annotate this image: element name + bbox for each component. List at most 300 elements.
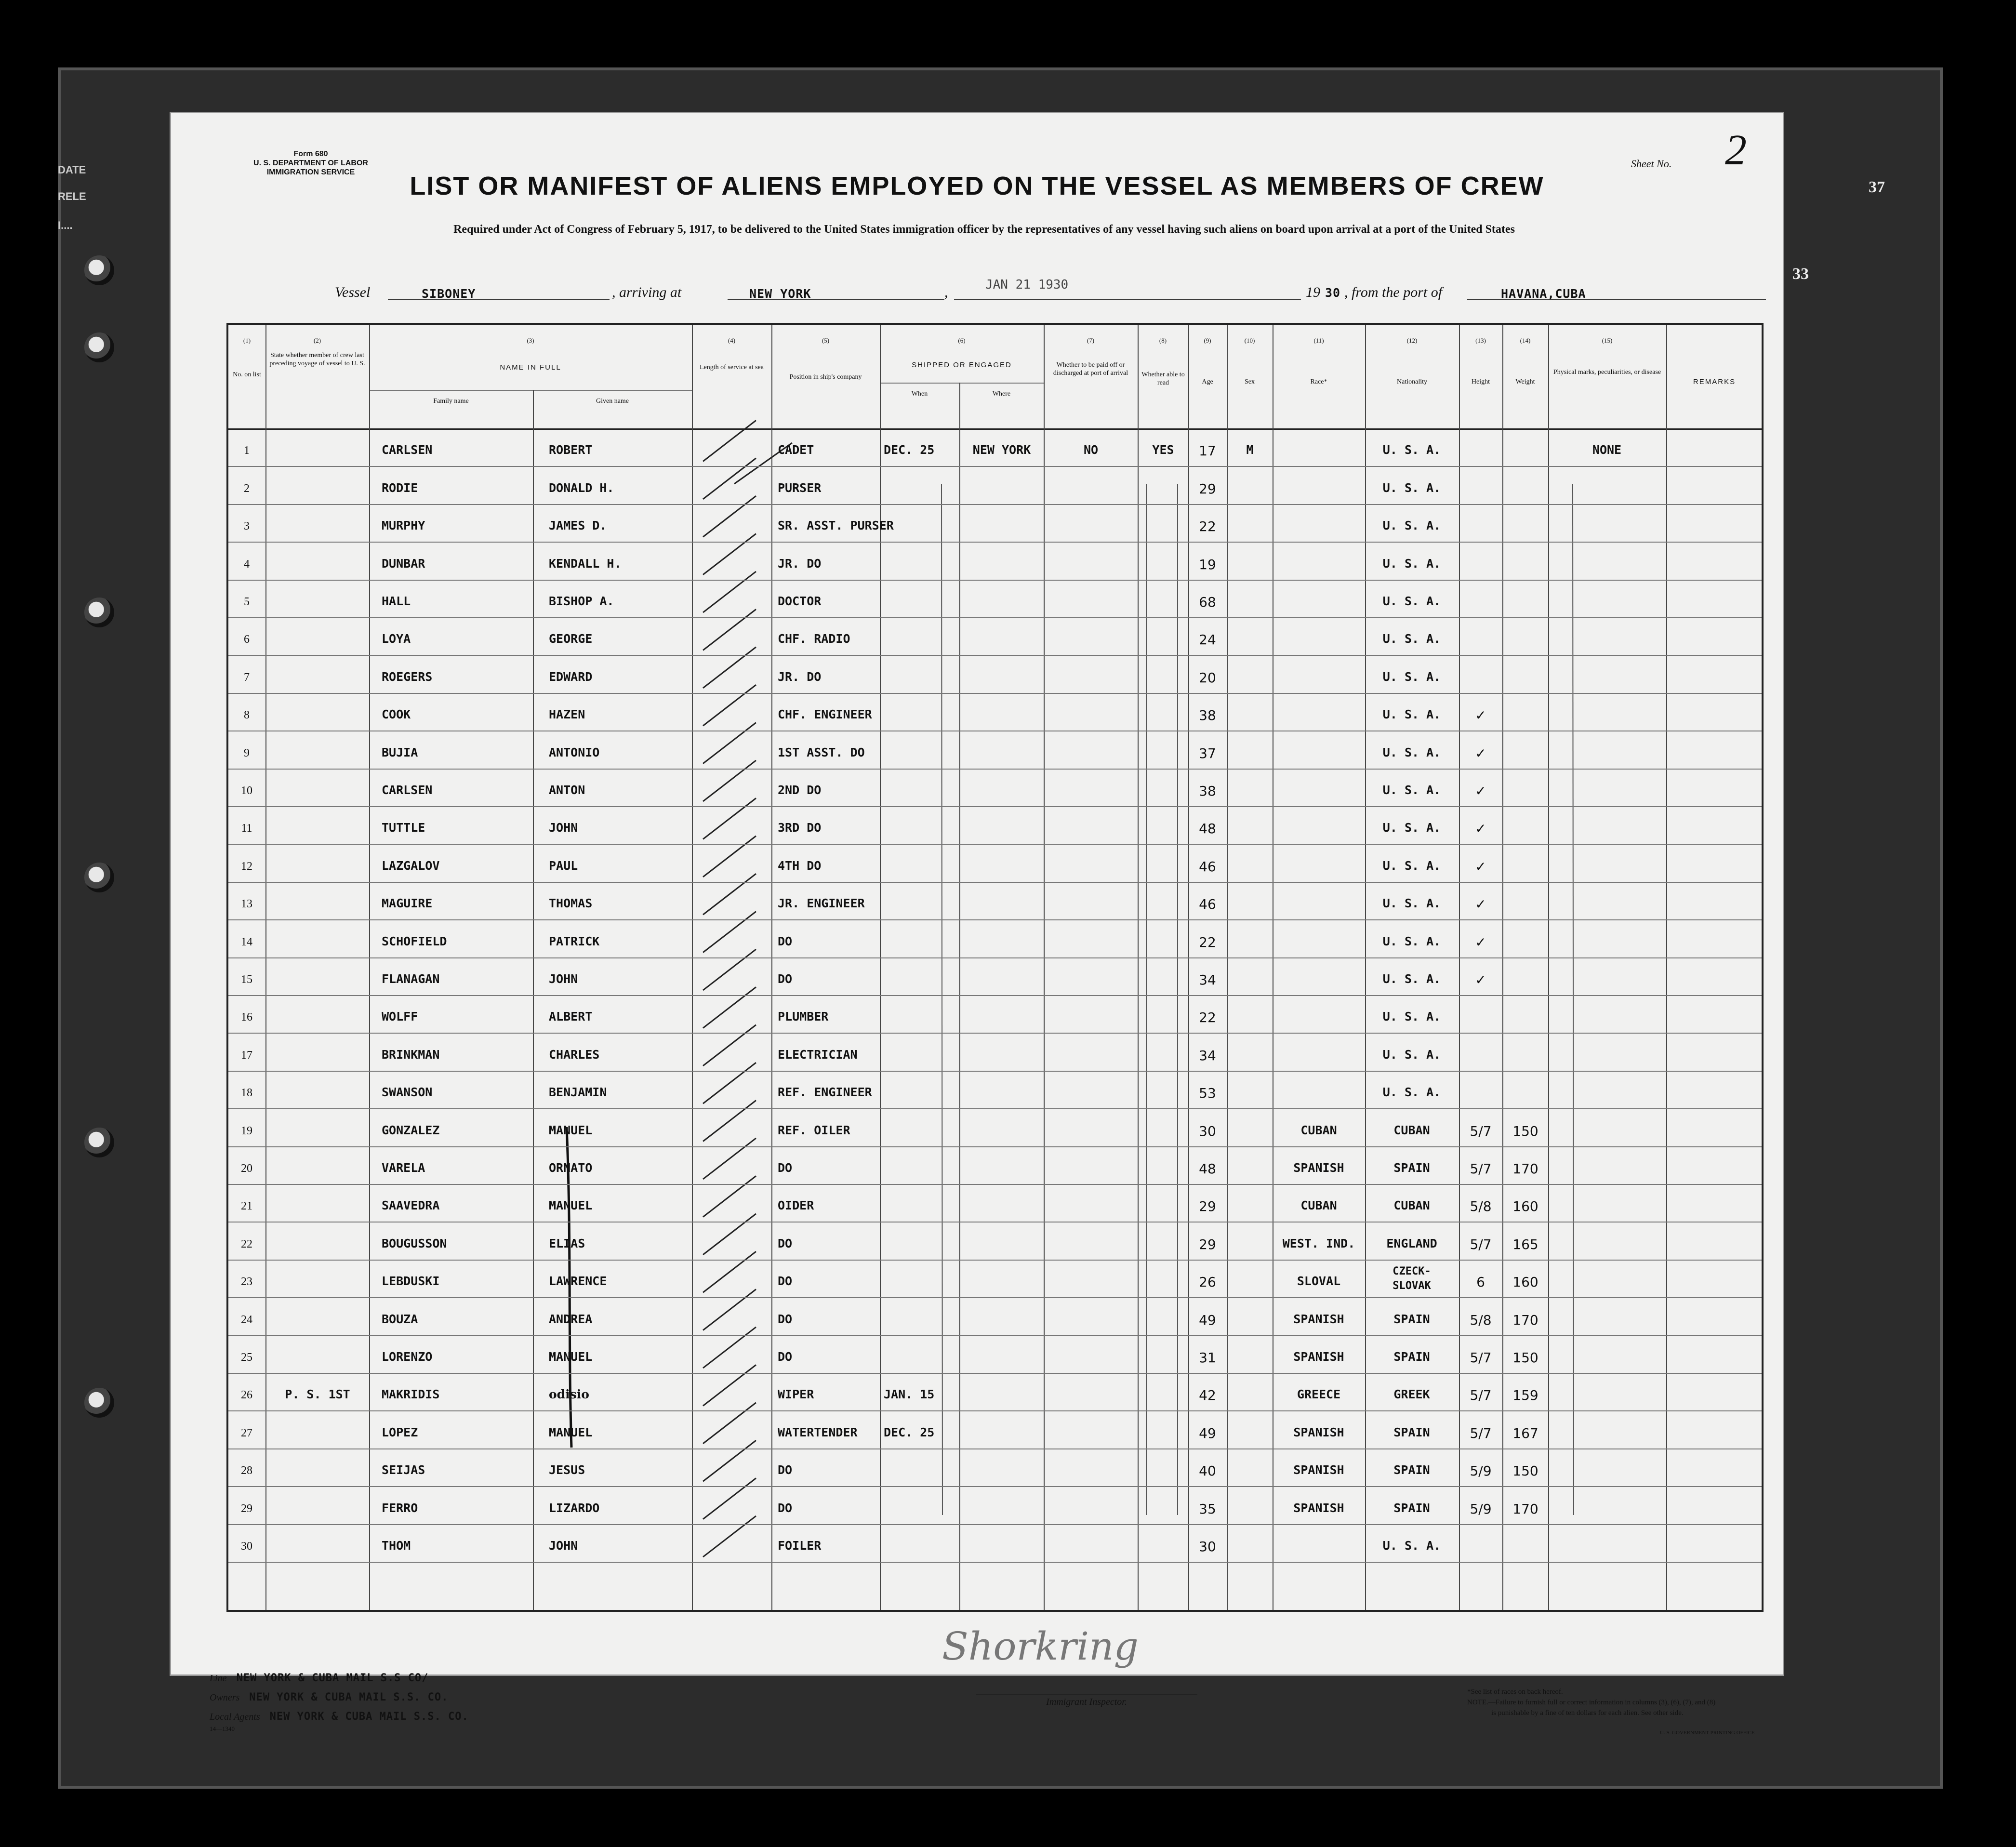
row-number: 13 bbox=[241, 898, 252, 911]
col-num: (11) bbox=[1313, 337, 1324, 344]
cell-age: 68 bbox=[1199, 594, 1216, 610]
cell-nationality: CUBAN bbox=[1393, 1198, 1430, 1213]
cell-race: SPANISH bbox=[1293, 1463, 1344, 1477]
service-check-stroke bbox=[703, 1403, 756, 1444]
row-rule bbox=[228, 617, 1762, 618]
row-rule bbox=[228, 806, 1762, 807]
cell-nationality: U. S. A. bbox=[1382, 783, 1441, 797]
cell-height: ✓ bbox=[1475, 972, 1486, 988]
cell-nationality: SPAIN bbox=[1393, 1501, 1430, 1515]
cell-position: REF. OILER bbox=[778, 1123, 850, 1137]
cell-given: THOMAS bbox=[549, 896, 593, 911]
cell-nationality: U. S. A. bbox=[1382, 669, 1441, 684]
cell-position: REF. ENGINEER bbox=[778, 1085, 872, 1100]
cell-family: DUNBAR bbox=[382, 556, 425, 571]
row-number: 1 bbox=[244, 444, 250, 457]
cell-given: JOHN bbox=[549, 821, 578, 835]
row-number: 25 bbox=[241, 1351, 252, 1364]
cell-race: CUBAN bbox=[1300, 1123, 1337, 1137]
row-rule bbox=[228, 995, 1762, 996]
cell-position: DO bbox=[778, 1161, 793, 1175]
header-where: Where bbox=[992, 390, 1011, 398]
cell-family: LOPEZ bbox=[382, 1425, 418, 1439]
cell-given: LIZARDO bbox=[549, 1501, 600, 1515]
cell-position: JR. DO bbox=[778, 669, 822, 684]
note-penalty: NOTE.—Failure to furnish full or correct information in columns (3), (6), (7), and (8) bbox=[1467, 1699, 1716, 1706]
cell-race: SPANISH bbox=[1293, 1425, 1344, 1439]
cell-family: SCHOFIELD bbox=[382, 934, 447, 948]
cell-given: PATRICK bbox=[549, 934, 600, 948]
service-check-stroke bbox=[703, 647, 756, 688]
cell-weight: 165 bbox=[1512, 1236, 1539, 1252]
binder-hole bbox=[84, 598, 114, 627]
cell-family: LEBDUSKI bbox=[382, 1274, 440, 1289]
service-check-stroke bbox=[703, 836, 756, 877]
service-check-stroke bbox=[703, 798, 756, 839]
cell-family: LORENZO bbox=[382, 1350, 433, 1364]
cell-family: CARLSEN bbox=[382, 783, 433, 797]
cell-weight: 167 bbox=[1512, 1425, 1539, 1441]
cell-position: DO bbox=[778, 1463, 793, 1477]
row-number: 8 bbox=[244, 709, 250, 722]
cell-nationality: SPAIN bbox=[1393, 1425, 1430, 1439]
cell-race: SPANISH bbox=[1293, 1501, 1344, 1515]
cell-age: 35 bbox=[1199, 1501, 1216, 1517]
cell-height: 5/9 bbox=[1470, 1463, 1492, 1479]
row-rule bbox=[228, 1373, 1762, 1374]
cell-position: 1ST ASST. DO bbox=[778, 745, 865, 759]
cell-when: DEC. 25 bbox=[884, 1425, 935, 1439]
cell-given: PAUL bbox=[549, 858, 578, 873]
cell-family: RODIE bbox=[382, 480, 418, 495]
service-check-stroke bbox=[703, 874, 756, 915]
row-rule bbox=[228, 1146, 1762, 1147]
cell-age: 17 bbox=[1199, 443, 1216, 459]
service-check-stroke bbox=[703, 420, 756, 461]
binder-hole bbox=[84, 332, 114, 362]
cell-weight: 160 bbox=[1512, 1274, 1539, 1290]
cell-sex: M bbox=[1246, 443, 1254, 457]
cell-age: 22 bbox=[1199, 934, 1216, 950]
header-remarks: REMARKS bbox=[1693, 378, 1736, 386]
header-given-name: Given name bbox=[596, 398, 629, 405]
row-number: 3 bbox=[244, 520, 250, 533]
header-name-in-full: NAME IN FULL bbox=[500, 363, 561, 372]
cell-nationality: U. S. A. bbox=[1382, 1010, 1441, 1024]
header-no-on-list: No. on list bbox=[233, 371, 261, 378]
edge-number-top: 37 bbox=[1869, 178, 1885, 196]
cell-family: SEIJAS bbox=[382, 1463, 425, 1477]
cell-position: DO bbox=[778, 972, 793, 986]
cell-given: ANTON bbox=[549, 783, 585, 797]
cell-height: 5/8 bbox=[1470, 1198, 1492, 1215]
year-suffix: 30 bbox=[1325, 286, 1341, 300]
cell-given: ROBERT bbox=[549, 443, 593, 457]
cell-height: 5/9 bbox=[1470, 1501, 1492, 1517]
cell-race: GREECE bbox=[1297, 1387, 1341, 1402]
cell-height: 5/7 bbox=[1470, 1425, 1492, 1441]
date-stamp: JAN 21 1930 bbox=[985, 278, 1069, 292]
footer-notes bbox=[1467, 1687, 1715, 1718]
footer-line bbox=[210, 1672, 428, 1684]
cell-position: WIPER bbox=[778, 1387, 814, 1402]
cell-position: DO bbox=[778, 1312, 793, 1326]
cell-given: CHARLES bbox=[549, 1047, 600, 1062]
cell-nationality: U. S. A. bbox=[1382, 556, 1441, 571]
cell-family: BOUZA bbox=[382, 1312, 418, 1326]
cell-age: 49 bbox=[1199, 1425, 1216, 1441]
page-title: LIST OR MANIFEST OF ALIENS EMPLOYED ON THE VESSEL AS MEMBERS OF CREW bbox=[410, 172, 1544, 200]
comma: , bbox=[944, 284, 948, 300]
cell-age: 29 bbox=[1199, 480, 1216, 497]
cell-nationality: U. S. A. bbox=[1382, 934, 1441, 948]
col-num: (9) bbox=[1204, 337, 1211, 344]
row-number: 17 bbox=[241, 1049, 252, 1062]
cell-family: GONZALEZ bbox=[382, 1123, 440, 1137]
cell-family: MAGUIRE bbox=[382, 896, 433, 911]
cell-weight: 159 bbox=[1512, 1387, 1539, 1404]
row-number: 15 bbox=[241, 973, 252, 986]
cell-weight: 150 bbox=[1512, 1350, 1539, 1366]
col-num: (7) bbox=[1087, 337, 1095, 344]
cell-position: 3RD DO bbox=[778, 821, 822, 835]
cell-position: ELECTRICIAN bbox=[778, 1047, 858, 1062]
note-fine: is punishable by a fine of ten dollars for each alien. See other side. bbox=[1491, 1709, 1684, 1717]
cell-age: 42 bbox=[1199, 1387, 1216, 1404]
cell-height: 5/7 bbox=[1470, 1236, 1492, 1252]
cell-weight: 150 bbox=[1512, 1463, 1539, 1479]
cell-family: BUJIA bbox=[382, 745, 418, 759]
cell-position: DO bbox=[778, 1350, 793, 1364]
row-rule bbox=[228, 1486, 1762, 1487]
row-rule bbox=[228, 769, 1762, 770]
header-length-service: Length of service at sea bbox=[700, 364, 764, 371]
header-physical: Physical marks, peculiarities, or disease bbox=[1553, 369, 1661, 376]
row-rule bbox=[228, 655, 1762, 656]
ditto-stroke bbox=[940, 484, 942, 1515]
row-number: 6 bbox=[244, 633, 250, 646]
cell-weight: 170 bbox=[1512, 1312, 1539, 1328]
cell-given: MANUEL bbox=[549, 1123, 593, 1137]
cell-age: 29 bbox=[1199, 1236, 1216, 1252]
cell-position: FOILER bbox=[778, 1539, 822, 1553]
cell-family: CARLSEN bbox=[382, 443, 433, 457]
arriving-label: , arriving at bbox=[612, 284, 682, 300]
cell-given: ALBERT bbox=[549, 1010, 593, 1024]
service-check-stroke bbox=[703, 949, 756, 990]
cell-physical: NONE bbox=[1592, 443, 1622, 457]
service-check-stroke bbox=[703, 534, 756, 575]
cell-family: ROEGERS bbox=[382, 669, 433, 684]
cell-family: FERRO bbox=[382, 1501, 418, 1515]
header-family-name: Family name bbox=[433, 398, 469, 405]
row-rule bbox=[228, 542, 1762, 543]
row-number: 16 bbox=[241, 1011, 252, 1024]
year-prefix: 19 bbox=[1306, 284, 1320, 300]
service-check-stroke bbox=[703, 1025, 756, 1066]
cell-position: CHF. RADIO bbox=[778, 632, 850, 646]
col-num: (2) bbox=[313, 337, 321, 344]
cell-height: 5/7 bbox=[1470, 1123, 1492, 1139]
header-able-read: Whether able to read bbox=[1141, 371, 1185, 386]
service-check-stroke bbox=[703, 1327, 756, 1368]
cell-given: EDWARD bbox=[549, 669, 593, 684]
cell-state: P. S. 1ST bbox=[285, 1387, 350, 1402]
cell-position: DO bbox=[778, 1274, 793, 1289]
col-num: (15) bbox=[1602, 337, 1613, 344]
handwriting-strokes bbox=[228, 325, 1762, 1610]
cell-height: ✓ bbox=[1475, 896, 1486, 913]
cell-when: DEC. 25 bbox=[884, 443, 935, 457]
cell-height: ✓ bbox=[1475, 783, 1486, 799]
cell-given: JOHN bbox=[549, 1539, 578, 1553]
row-rule bbox=[228, 882, 1762, 883]
cell-age: 38 bbox=[1199, 707, 1216, 724]
vessel-underline bbox=[388, 284, 610, 300]
row-number: 22 bbox=[241, 1237, 252, 1250]
row-rule bbox=[228, 1108, 1762, 1109]
cell-age: 30 bbox=[1199, 1123, 1216, 1139]
cell-age: 46 bbox=[1199, 858, 1216, 875]
cell-height: 6 bbox=[1476, 1274, 1485, 1290]
cell-age: 20 bbox=[1199, 669, 1216, 686]
cell-position: OIDER bbox=[778, 1198, 814, 1213]
cell-given: LAWRENCE bbox=[549, 1274, 607, 1289]
cell-family: HALL bbox=[382, 594, 411, 608]
cell-nationality: SPAIN bbox=[1393, 1463, 1430, 1477]
cell-age: 37 bbox=[1199, 745, 1216, 761]
row-number: 29 bbox=[241, 1502, 252, 1515]
cell-height: 5/7 bbox=[1470, 1350, 1492, 1366]
row-number: 24 bbox=[241, 1313, 252, 1326]
service-check-stroke bbox=[703, 1289, 756, 1330]
row-number: 18 bbox=[241, 1087, 252, 1100]
cell-age: 34 bbox=[1199, 1047, 1216, 1063]
cell-family: SAAVEDRA bbox=[382, 1198, 440, 1213]
cell-age: 48 bbox=[1199, 1161, 1216, 1177]
cell-race: SPANISH bbox=[1293, 1161, 1344, 1175]
cell-given: MANUEL bbox=[549, 1350, 593, 1364]
row-rule bbox=[228, 504, 1762, 505]
row-number: 26 bbox=[241, 1389, 252, 1402]
cell-nationality: CZECK- SLOVAK bbox=[1393, 1265, 1431, 1292]
cell-race: CUBAN bbox=[1300, 1198, 1337, 1213]
header-nationality: Nationality bbox=[1397, 378, 1427, 385]
cell-family: FLANAGAN bbox=[382, 972, 440, 986]
ditto-stroke bbox=[1176, 484, 1178, 1515]
cell-nationality: U. S. A. bbox=[1382, 745, 1441, 759]
cell-given: MANUEL bbox=[549, 1198, 593, 1213]
service-check-stroke bbox=[703, 685, 756, 726]
row-rule bbox=[228, 1033, 1762, 1034]
service-check-stroke bbox=[703, 912, 756, 953]
cell-given: HAZEN bbox=[549, 707, 585, 722]
row-number: 21 bbox=[241, 1200, 252, 1213]
row-number: 30 bbox=[241, 1540, 252, 1553]
cell-position: JR. ENGINEER bbox=[778, 896, 865, 911]
from-label: , from the port of bbox=[1344, 284, 1443, 300]
col-num: (12) bbox=[1406, 337, 1418, 344]
cell-given: ANDREA bbox=[549, 1312, 593, 1326]
printer-imprint: U. S. GOVERNMENT PRINTING OFFICE bbox=[1660, 1730, 1755, 1736]
arrival-port: NEW YORK bbox=[749, 287, 811, 301]
service-check-stroke bbox=[703, 571, 756, 612]
cell-given: ANTONIO bbox=[549, 745, 600, 759]
row-number: 4 bbox=[244, 558, 250, 571]
row-rule bbox=[228, 693, 1762, 694]
vessel-line bbox=[171, 278, 1783, 304]
inspector-label: Immigrant Inspector. bbox=[976, 1694, 1197, 1708]
cell-height: 5/8 bbox=[1470, 1312, 1492, 1328]
service-check-stroke bbox=[703, 1440, 756, 1481]
row-number: 2 bbox=[244, 482, 250, 495]
cell-height: ✓ bbox=[1475, 858, 1486, 875]
cell-nationality: U. S. A. bbox=[1382, 858, 1441, 873]
form-identifier: Form 680 U. S. DEPARTMENT OF LABOR IMMIGRATION SERVICE bbox=[253, 150, 368, 176]
cell-family: BOUGUSSON bbox=[382, 1236, 447, 1250]
cell-age: 19 bbox=[1199, 556, 1216, 572]
cell-age: 38 bbox=[1199, 783, 1216, 799]
cell-nationality: U. S. A. bbox=[1382, 594, 1441, 608]
col-num: (5) bbox=[822, 337, 830, 344]
cell-nationality: U. S. A. bbox=[1382, 896, 1441, 911]
col-num: (6) bbox=[958, 337, 966, 344]
cell-nationality: U. S. A. bbox=[1382, 480, 1441, 495]
cell-paid: NO bbox=[1083, 443, 1099, 457]
cell-family: LAZGALOV bbox=[382, 858, 440, 873]
cell-weight: 170 bbox=[1512, 1161, 1539, 1177]
from-port: HAVANA,CUBA bbox=[1501, 287, 1586, 301]
cell-weight: 160 bbox=[1512, 1198, 1539, 1215]
row-number: 23 bbox=[241, 1276, 252, 1289]
cell-family: COOK bbox=[382, 707, 411, 722]
cell-nationality: U. S. A. bbox=[1382, 821, 1441, 835]
header-paid-off: Whether to be paid off or discharged at port of arrival bbox=[1053, 361, 1128, 377]
header-sex: Sex bbox=[1245, 378, 1255, 385]
cell-nationality: GREEK bbox=[1393, 1387, 1430, 1402]
row-rule bbox=[228, 1260, 1762, 1261]
cell-height: ✓ bbox=[1475, 821, 1486, 837]
cell-nationality: U. S. A. bbox=[1382, 707, 1441, 722]
cell-race: SPANISH bbox=[1293, 1350, 1344, 1364]
cell-family: SWANSON bbox=[382, 1085, 433, 1100]
cell-position: CADET bbox=[778, 443, 814, 457]
service-check-stroke bbox=[703, 1365, 756, 1406]
row-rule bbox=[228, 1524, 1762, 1525]
cell-family: MURPHY bbox=[382, 518, 425, 533]
left-stub: DATE RELE I.... bbox=[58, 164, 86, 231]
cell-family: BRINKMAN bbox=[382, 1047, 440, 1062]
service-check-stroke bbox=[703, 609, 756, 650]
cell-given: ELIAS bbox=[549, 1236, 585, 1250]
row-number: 9 bbox=[244, 746, 250, 759]
cell-given: MANUEL bbox=[549, 1425, 593, 1439]
service-check-stroke bbox=[703, 496, 756, 537]
cell-family: VARELA bbox=[382, 1161, 425, 1175]
cell-family: WOLFF bbox=[382, 1010, 418, 1024]
row-number: 28 bbox=[241, 1464, 252, 1477]
sheet-number: 2 bbox=[1725, 126, 1747, 174]
row-rule bbox=[228, 466, 1762, 467]
cell-nationality: U. S. A. bbox=[1382, 1047, 1441, 1062]
line-label: Line bbox=[210, 1673, 227, 1684]
row-rule bbox=[228, 1335, 1762, 1336]
row-number: 11 bbox=[241, 822, 252, 835]
cell-height: ✓ bbox=[1475, 934, 1486, 950]
cell-nationality: U. S. A. bbox=[1382, 518, 1441, 533]
cell-race: SPANISH bbox=[1293, 1312, 1344, 1326]
note-races: *See list of races on back hereof. bbox=[1467, 1688, 1563, 1696]
col-num: (1) bbox=[243, 337, 251, 344]
cell-given: JESUS bbox=[549, 1463, 585, 1477]
cell-given: GEORGE bbox=[549, 632, 593, 646]
cell-when: JAN. 15 bbox=[884, 1387, 935, 1402]
footer-owners bbox=[210, 1691, 448, 1703]
header-race: Race* bbox=[1310, 378, 1327, 385]
crew-table bbox=[226, 323, 1764, 1612]
manifest-sheet bbox=[171, 113, 1783, 1736]
cell-given: JAMES D. bbox=[549, 518, 607, 533]
row-rule bbox=[228, 919, 1762, 920]
footer-agents bbox=[210, 1711, 469, 1723]
cell-position: 2ND DO bbox=[778, 783, 822, 797]
header-height: Height bbox=[1471, 378, 1490, 385]
header-weight: Weight bbox=[1515, 378, 1535, 385]
col-num: (4) bbox=[728, 337, 736, 344]
service-check-stroke bbox=[703, 1251, 756, 1292]
row-rule bbox=[228, 1562, 1762, 1563]
cell-read: YES bbox=[1152, 443, 1174, 457]
cell-nationality: SPAIN bbox=[1393, 1350, 1430, 1364]
cell-family: MAKRIDIS bbox=[382, 1387, 440, 1402]
binder-hole bbox=[84, 863, 114, 892]
cell-age: 49 bbox=[1199, 1312, 1216, 1328]
cell-given: JOHN bbox=[549, 972, 578, 986]
cell-age: 26 bbox=[1199, 1274, 1216, 1290]
row-rule bbox=[228, 1184, 1762, 1185]
cell-height: 5/7 bbox=[1470, 1387, 1492, 1404]
cell-age: 48 bbox=[1199, 821, 1216, 837]
owners-label: Owners bbox=[210, 1692, 240, 1703]
service-check-stroke bbox=[703, 1214, 756, 1255]
cell-age: 29 bbox=[1199, 1198, 1216, 1215]
cell-age: 53 bbox=[1199, 1085, 1216, 1102]
row-rule bbox=[228, 957, 1762, 958]
header-when: When bbox=[911, 390, 928, 398]
col-num: (3) bbox=[527, 337, 534, 344]
cell-race: SLOVAL bbox=[1297, 1274, 1341, 1289]
service-check-stroke bbox=[703, 1176, 756, 1217]
row-number: 20 bbox=[241, 1162, 252, 1175]
header-age: Age bbox=[1202, 378, 1213, 385]
binder-hole bbox=[84, 255, 114, 285]
cell-nationality: SPAIN bbox=[1393, 1161, 1430, 1175]
service-check-stroke bbox=[703, 1478, 756, 1519]
cell-height: 5/7 bbox=[1470, 1161, 1492, 1177]
cell-given: odisio bbox=[549, 1387, 589, 1402]
cell-race: WEST. IND. bbox=[1282, 1236, 1355, 1250]
row-number: 12 bbox=[241, 860, 252, 873]
cell-position: DOCTOR bbox=[778, 594, 822, 608]
cell-nationality: SPAIN bbox=[1393, 1312, 1430, 1326]
cell-age: 22 bbox=[1199, 1010, 1216, 1026]
row-number: 7 bbox=[244, 671, 250, 684]
cell-family: TUTTLE bbox=[382, 821, 425, 835]
cell-age: 46 bbox=[1199, 896, 1216, 913]
cell-height: ✓ bbox=[1475, 745, 1486, 761]
cell-position: DO bbox=[778, 1236, 793, 1250]
inspector-signature: Shorkring bbox=[942, 1624, 1139, 1669]
